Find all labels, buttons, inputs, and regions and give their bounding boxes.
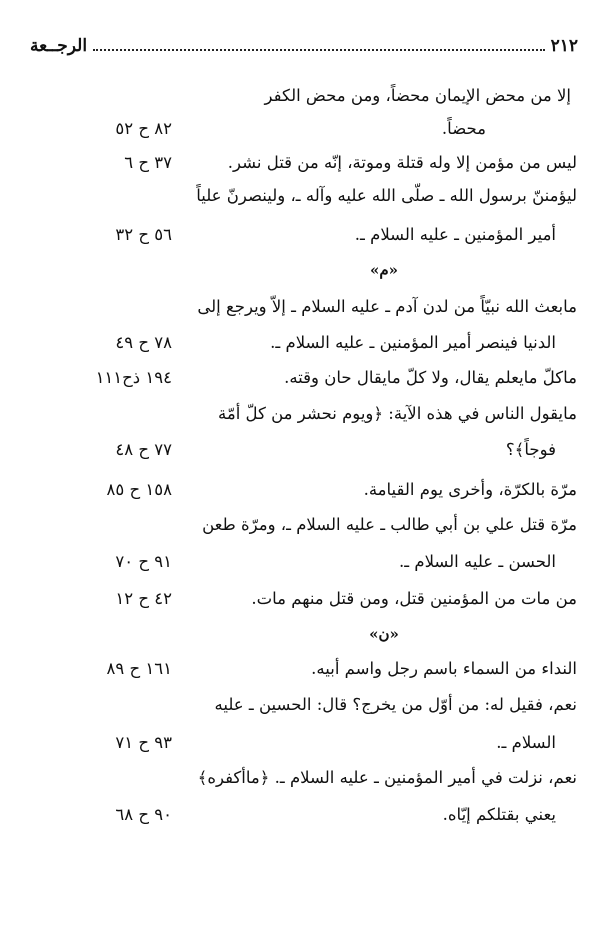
hadith-line: ماكلّ مايعلم يقال، ولا كلّ مايقال حان وقته. xyxy=(284,368,577,387)
hadith-line: فوجاً﴾؟ xyxy=(505,440,556,459)
hadith-line: مرّة بالكرّة، وأخرى يوم القيامة. xyxy=(363,480,577,499)
source-reference: ٨٢ ح ٥٢ xyxy=(115,119,172,138)
hadith-line: الدنيا فينصر أمير المؤمنين ـ عليه السلام ـ. xyxy=(270,333,556,352)
hadith-line: نعم، فقيل له: من أوّل من يخرج؟ قال: الحسين ـ عليه xyxy=(214,695,577,714)
source-reference: ٩٣ ح ٧١ xyxy=(115,733,172,752)
hadith-line: مابعث الله نبيّاً من لدن آدم ـ عليه السلام ـ إلاّ ويرجع إلى xyxy=(197,297,577,316)
source-reference: ٥٦ ح ٣٢ xyxy=(115,225,172,244)
hadith-line: السلام ـ. xyxy=(496,733,556,752)
source-reference: ٣٧ ح ٦ xyxy=(124,153,172,172)
page-header xyxy=(30,34,578,56)
running-title: الرجــعة xyxy=(30,36,88,56)
source-reference: ١٦١ ح ٨٩ xyxy=(106,659,172,678)
hadith-line: إلا من محض الإيمان محضاً، ومن محض الكفر xyxy=(264,86,571,105)
hadith-line: يعني بقتلكم إيّاه. xyxy=(442,805,556,824)
hadith-line: نعم، نزلت في أمير المؤمنين ـ عليه السلام ـ. ﴿ماأكفره﴾ xyxy=(197,768,577,787)
page-number: ٢١٢ xyxy=(550,36,578,56)
source-reference: ٩١ ح ٧٠ xyxy=(115,552,172,571)
hadith-line: ليس من مؤمن إلا وله قتلة وموتة، إنّه من قتل نشر. xyxy=(227,153,577,172)
source-reference: ٧٧ ح ٤٨ xyxy=(115,440,172,459)
header-dotted-rule xyxy=(93,49,545,51)
hadith-line: من مات من المؤمنين قتل، ومن قتل منهم مات. xyxy=(251,589,577,608)
source-reference: ١٩٤ ذح١١١ xyxy=(95,368,172,387)
source-reference: ٧٨ ح ٤٩ xyxy=(115,333,172,352)
hadith-line: أمير المؤمنين ـ عليه السلام ـ. xyxy=(354,225,556,244)
section-letter: «م» xyxy=(369,261,399,279)
hadith-line: محضاً. xyxy=(441,119,486,138)
hadith-line: ليؤمننّ برسول الله ـ صلّى الله عليه وآله ـ، ولينصرنّ علياً xyxy=(196,186,577,205)
section-letter: «ن» xyxy=(369,625,399,643)
source-reference: ١٥٨ ح ٨٥ xyxy=(106,480,172,499)
hadith-line: النداء من السماء باسم رجل واسم أبيه. xyxy=(311,659,577,678)
source-reference: ٩٠ ح ٦٨ xyxy=(115,805,172,824)
hadith-line: الحسن ـ عليه السلام ـ. xyxy=(399,552,556,571)
hadith-line: مايقول الناس في هذه الآية: ﴿ويوم نحشر من كلّ أمّة xyxy=(218,404,577,423)
source-reference: ٤٢ ح ١٢ xyxy=(115,589,172,608)
hadith-line: مرّة قتل علي بن أبي طالب ـ عليه السلام ـ، ومرّة طعن xyxy=(202,515,577,534)
